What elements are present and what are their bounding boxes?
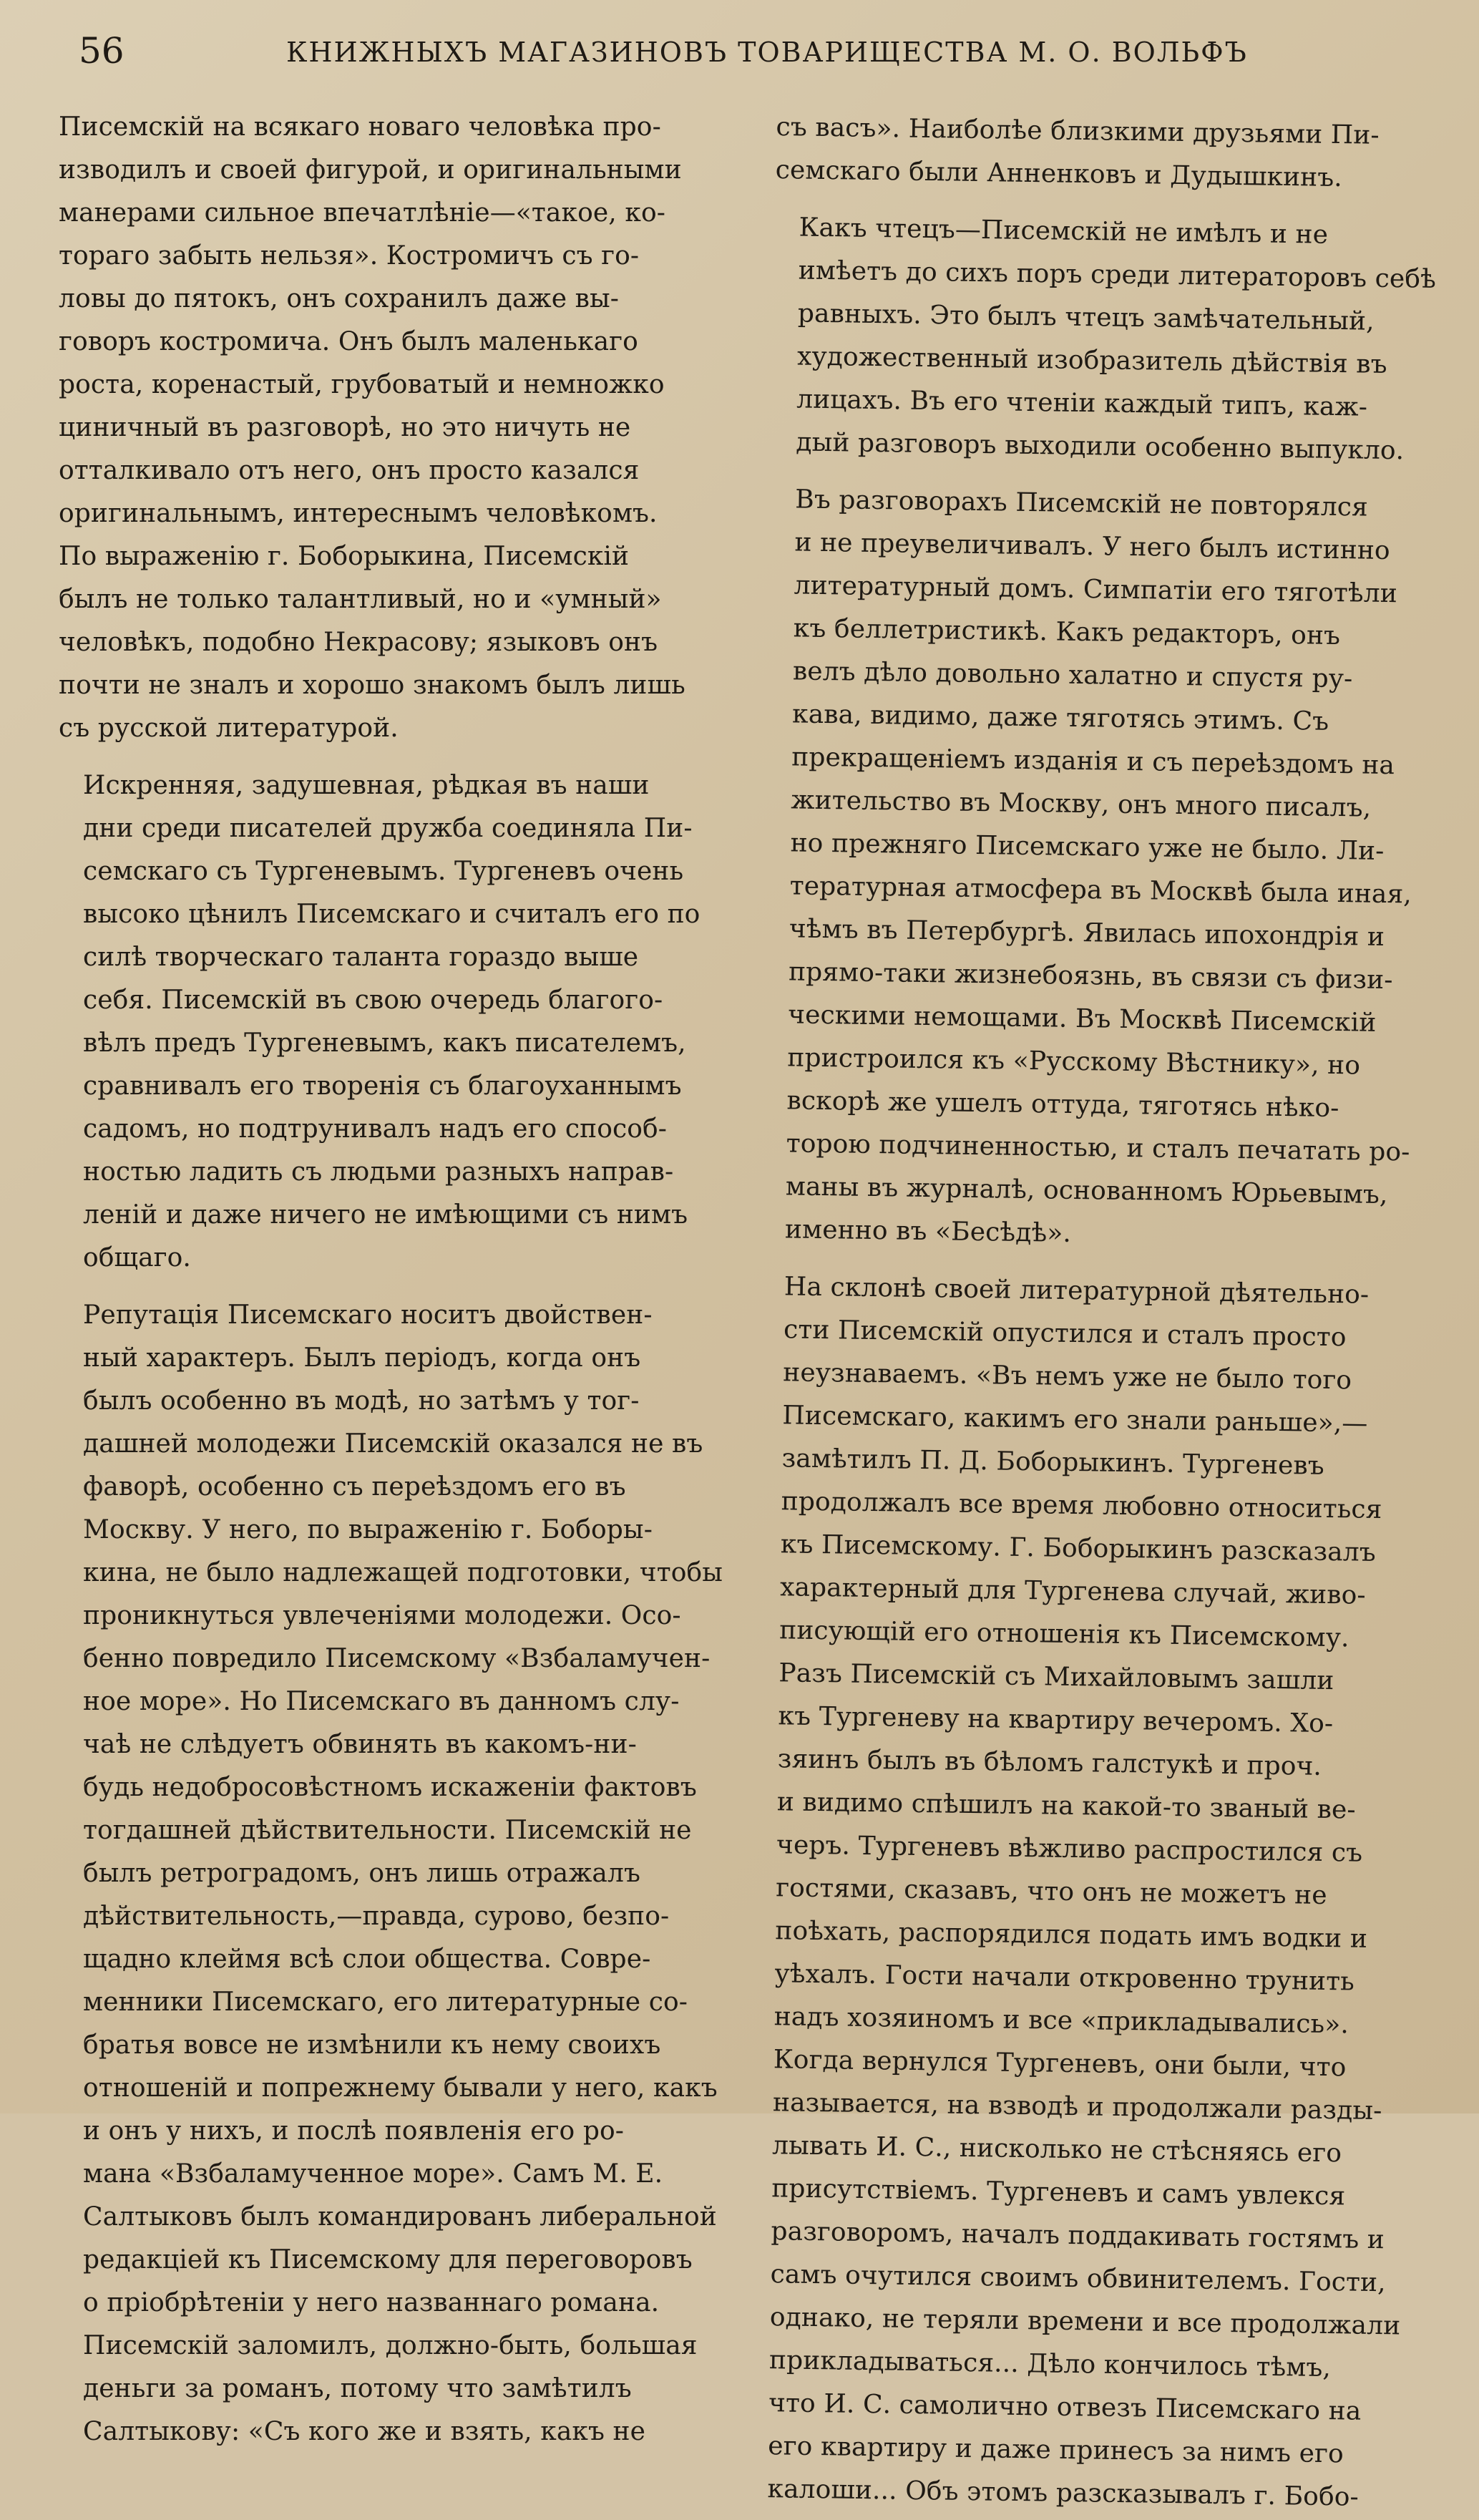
text-line: ное море». Но Писемскаго въ данномъ слу- [83,1687,680,1716]
text-line: По выраженiю г. Боборыкина, Писемскiй [59,542,630,571]
text-line: роста, коренастый, грубоватый и немножко [59,370,665,399]
text-line: редакцiей къ Писемскому для переговоровъ [83,2245,693,2275]
text-line: лицахъ. Въ его чтенiи каждый типъ, каж- [796,384,1367,422]
text-line: характерный для Тургенева случай, живо- [779,1572,1366,1610]
text-line: себя. Писемскiй въ свою очередь благого- [83,986,663,1015]
text-line: отношенiй и попрежнему бывали у него, какъ [83,2073,718,2103]
text-line: кина, не было надлежащей подготовки, чтобы [83,1558,723,1587]
text-line: былъ не только талантливый, но и «умный» [59,585,662,614]
text-line: ческими немощами. Въ Москвѣ Писемскiй [787,1000,1377,1038]
text-line: самъ очутился своимъ обвинителемъ. Гости, [769,2259,1386,2298]
text-line: чѣмъ въ Петербургѣ. Явилась ипохондрiя и [789,914,1385,952]
text-line: ленiй и даже ничего не имѣющими съ нимъ [83,1200,688,1230]
text-line: чаѣ не слѣдуетъ обвинять въ какомъ-ни- [83,1730,637,1759]
text-line: ловы до пятокъ, онъ сохранилъ даже вы- [59,284,620,313]
text-line: литературный домъ. Симпатiи его тяготѣли [793,570,1397,609]
text-line: имѣетъ до сихъ поръ среди литераторовъ себѣ [798,256,1436,294]
text-line: присутствiемъ. Тургеневъ и самъ увлекся [771,2174,1345,2212]
page-number: 56 [79,30,125,72]
text-line: семскаго съ Тургеневымъ. Тургеневъ очень [83,857,684,886]
text-line: Писемскiй на всякаго новаго человѣка про- [59,112,661,142]
text-line: Въ разговорахъ Писемскiй не повторялся [794,485,1368,522]
text-line: его квартиру и даже принесъ за нимъ его [767,2431,1344,2469]
text-line: прямо-таки жизнебоязнь, въ связи съ физи- [788,957,1393,996]
text-line: фаворѣ, особенно съ переѣздомъ его въ [83,1472,626,1502]
text-line: пристроился къ «Русскому Вѣстнику», но [786,1043,1360,1081]
text-line: тературная атмосфера въ Москвѣ была иная, [789,871,1412,910]
text-line: уѣхалъ. Гости начали откровенно трунить [773,1959,1354,1997]
text-line: и видимо спѣшилъ на какой-то званый ве- [776,1787,1356,1825]
text-line: зяинъ былъ въ бѣломъ галстукѣ и проч. [776,1744,1322,1781]
text-line: калоши... Объ этомъ разсказывалъ г. Бобо- [766,2474,1359,2512]
text-line: гостями, сказавъ, что онъ не можетъ не [775,1873,1327,1910]
text-line: писующiй его отношенiя къ Писемскому. [778,1615,1349,1653]
text-line: высоко цѣнилъ Писемскаго и считалъ его по [83,900,701,929]
paragraph [743,1265,1435,2520]
paragraph [59,1294,733,2453]
text-line: надъ хозяиномъ и все «прикладывались». [773,2002,1349,2040]
text-line: тогдашней дѣйствительности. Писемскiй не [83,1816,692,1845]
left-column [59,106,733,2446]
text-line: съ васъ». Наиболѣе близкими друзьями Пи- [775,112,1380,150]
text-line: говоръ костромича. Онъ былъ маленькаго [59,327,638,356]
right-column [748,106,1450,2512]
text-line: Москву. У него, по выраженiю г. Боборы- [83,1515,653,1544]
text-line: Репутацiя Писемскаго носитъ двойствен- [83,1300,653,1330]
text-line: неузнаваемъ. «Въ немъ уже не было того [782,1358,1352,1396]
text-line: велъ дѣло довольно халатно и спустя ру- [792,656,1353,694]
text-line: силѣ творческаго таланта гораздо выше [83,943,639,972]
text-line: циничный въ разговорѣ, но это ничуть не [59,413,631,442]
text-line: деньги за романъ, потому что замѣтилъ [83,2374,632,2403]
text-line: маны въ журналѣ, основанномъ Юрьевымъ, [785,1172,1388,1210]
text-line: Писемскаго, какимъ его знали раньше»,— [781,1401,1368,1439]
text-line: съ русской литературой. [59,714,399,743]
text-line: манерами сильное впечатлѣнiе—«такое, ко- [59,198,665,228]
text-line: Искренняя, задушевная, рѣдкая въ наши [83,771,650,800]
text-line: однако, не теряли времени и все продолжали [769,2302,1400,2341]
text-line: сти Писемскiй опустился и сталъ просто [783,1315,1347,1353]
text-line: семскаго были Анненковъ и Дудышкинъ. [774,155,1342,193]
text-columns [59,106,1450,2512]
text-line: къ беллетристикѣ. Какъ редакторъ, онъ [793,613,1340,651]
text-line: ностью ладить съ людьми разныхъ направ- [83,1157,674,1187]
text-line: къ Писемскому. Г. Боборыкинъ разсказалъ [780,1529,1376,1567]
text-line: общаго. [83,1243,191,1273]
text-line: поѣхать, распорядился подать имъ водки и [774,1916,1367,1954]
text-line: и не преувеличивалъ. У него былъ истинно [794,527,1390,566]
text-line: и онъ у нихъ, и послѣ появленiя его ро- [83,2116,624,2146]
text-line: прекращенiемъ изданiя и съ переѣздомъ на [791,742,1395,781]
text-line: будь недобросовѣстномъ искаженiи фактовъ [83,1773,697,1802]
text-line: вскорѣ же ушелъ оттуда, тяготясь нѣко- [786,1086,1339,1124]
text-line: тораго забыть нельзя». Костромичъ съ го- [59,241,640,271]
text-line: На склонѣ своей литературной дѣятельно- [784,1272,1370,1310]
text-line: проникнуться увлеченiями молодежи. Осо- [83,1601,681,1630]
paragraph [59,764,733,1280]
text-line: разговоромъ, началъ поддакивать гостямъ и [770,2217,1385,2255]
text-line: почти не зналъ и хорошо знакомъ былъ лишь [59,671,685,700]
page-header [50,29,1429,93]
text-line: бенно повредило Писемскому «Взбаламучен- [83,1644,711,1673]
text-line: Писемскiй заломилъ, должно-быть, большая [83,2331,698,2360]
text-line: отталкивало отъ него, онъ просто казался [59,456,640,485]
text-line: садомъ, но подтрунивалъ надъ его способ- [83,1114,668,1144]
text-line: называется, на взводѣ и продолжали разды- [772,2088,1382,2126]
text-line: замѣтилъ П. Д. Боборыкинъ. Тургеневъ [781,1444,1324,1481]
text-line: Разъ Писемскiй съ Михайловымъ зашли [778,1658,1334,1696]
running-head: КНИЖНЫХЪ МАГАЗИНОВЪ ТОВАРИЩЕСТВА М. О. ВОЛЬФЪ [286,37,1248,68]
text-line: братья вовсе не измѣнили къ нему своихъ [83,2030,661,2060]
text-line: человѣкъ, подобно Некрасову; языковъ онъ [59,628,658,657]
text-line: дашней молодежи Писемскiй оказался не въ [83,1429,703,1459]
text-line: лывать И. С., нисколько не стѣсняясь его [771,2131,1342,2169]
text-line: продолжалъ все время любовно относиться [780,1487,1382,1525]
text-line: къ Тургеневу на квартиру вечеромъ. Хо- [777,1701,1333,1739]
text-line: Салтыкову: «Съ кого же и взять, какъ не [83,2417,646,2446]
text-line: прикладываться... Дѣло кончилось тѣмъ, [768,2345,1331,2383]
text-line: художественный изобразитель дѣйствiя въ [796,341,1387,379]
text-line: что И. С. самолично отвезъ Писемскаго на [768,2388,1362,2426]
text-line: сравнивалъ его творенiя съ благоуханнымъ [83,1071,682,1101]
text-line: но прежняго Писемскаго уже не было. Ли- [789,828,1385,866]
text-line: черъ. Тургеневъ вѣжливо распростился съ [776,1830,1363,1868]
text-line: торою подчиненностью, и сталъ печатать ро- [785,1129,1410,1167]
text-line: менники Писемскаго, его литературные со- [83,1988,688,2017]
text-line: былъ особенно въ модѣ, но затѣмъ у тог- [83,1386,640,1416]
text-line: дый разговоръ выходили особенно выпукло. [795,427,1404,466]
text-line: оригинальнымъ, интереснымъ человѣкомъ. [59,499,658,528]
text-line: кава, видимо, даже тяготясь этимъ. Съ [791,699,1329,736]
text-line: Салтыковъ былъ командированъ либеральной [83,2202,717,2232]
paragraph [775,106,1450,201]
text-line: былъ ретроградомъ, онъ лишь отражалъ [83,1859,640,1888]
text-line: дѣйствительность,—правда, сурово, безпо- [83,1902,670,1931]
text-line: о прiобрѣтенiи у него названнаго романа. [83,2288,660,2317]
text-line: мана «Взбаламученное море». Самъ М. Е. [83,2159,663,2189]
paragraph [771,206,1449,473]
text-line: изводилъ и своей фигурой, и оригинальными [59,155,682,185]
text-line: дни среди писателей дружба соединяла Пи- [83,814,693,843]
text-line: жительство въ Москву, онъ много писалъ, [790,785,1371,823]
text-line: равныхъ. Это былъ чтецъ замѣчательный, [797,298,1375,336]
text-line: именно въ «Бесѣдѣ». [784,1215,1071,1248]
text-line: Какъ чтецъ—Писемскiй не имѣлъ и не [798,213,1328,250]
text-line: щадно клеймя всѣ слои общества. Совре- [83,1945,651,1974]
text-line: ный характеръ. Былъ перiодъ, когда онъ [83,1343,641,1373]
paragraph [760,478,1445,1260]
paragraph [59,106,733,750]
text-line: вѣлъ предъ Тургеневымъ, какъ писателемъ, [83,1028,686,1058]
text-line: Когда вернулся Тургеневъ, они были, что [773,2045,1347,2083]
